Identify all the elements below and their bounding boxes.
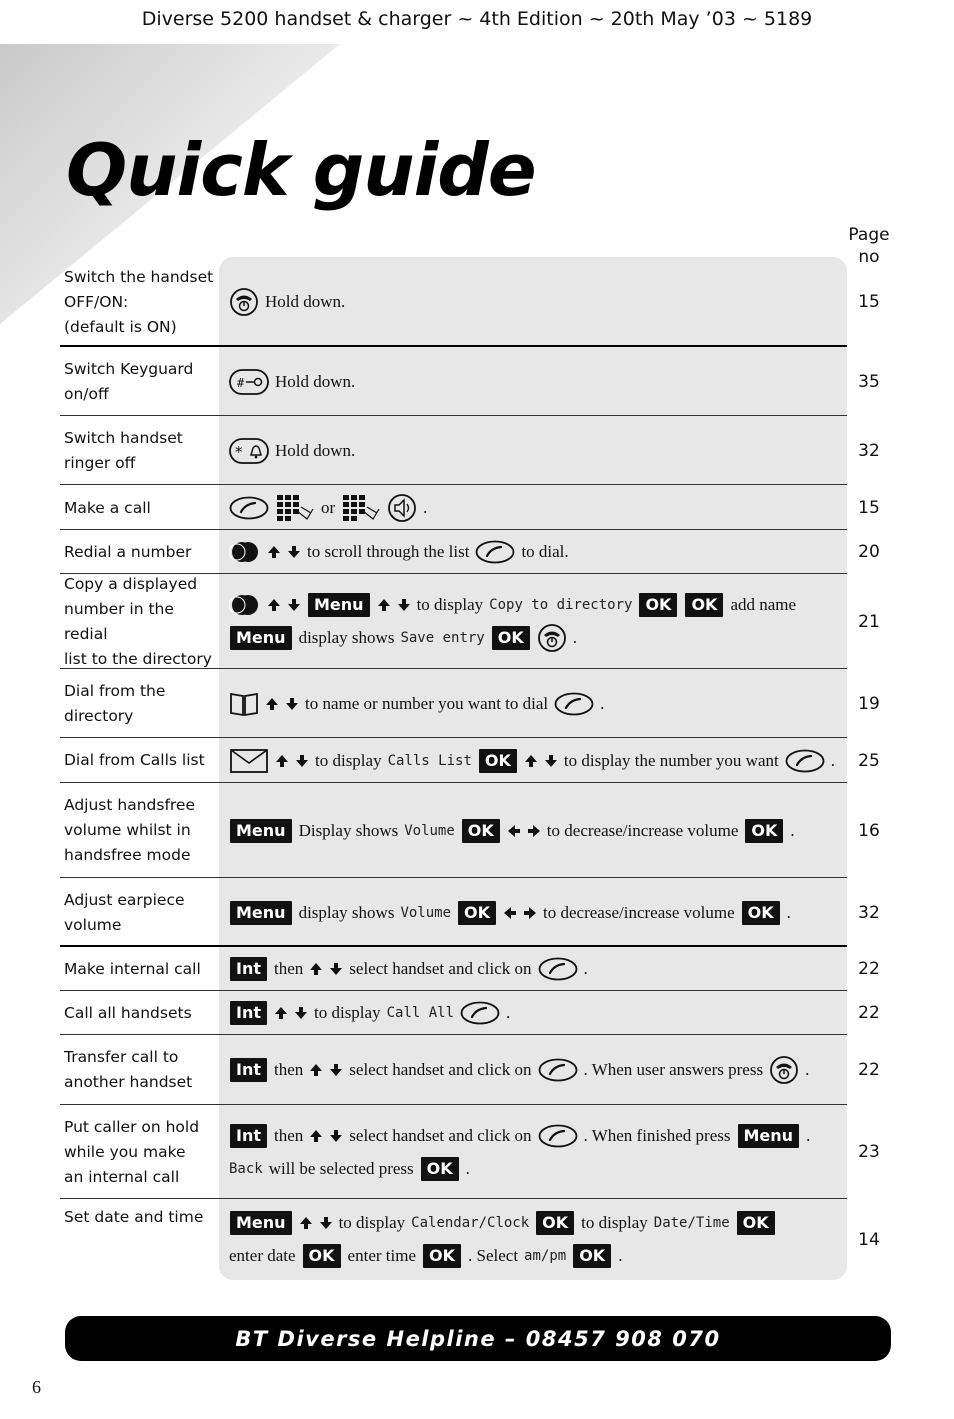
table-row <box>60 991 880 1035</box>
period-text: . <box>600 693 605 713</box>
instruction-line <box>226 492 848 525</box>
table-row <box>60 1035 880 1105</box>
keyguard-icon <box>229 369 269 395</box>
table-row <box>60 574 880 669</box>
instruction-text: then <box>274 959 304 978</box>
instruction-text: then <box>274 1125 304 1145</box>
row-instruction <box>226 257 848 347</box>
period-text: . <box>506 1003 511 1022</box>
instruction-text: to scroll through the list <box>307 542 470 561</box>
row-label-line: Adjust handsfree <box>64 796 196 814</box>
row-page-number: 32 <box>858 440 880 461</box>
table-row <box>60 947 880 991</box>
ok-key: OK <box>303 1244 341 1268</box>
instruction-line <box>226 1054 848 1087</box>
row-label-line: Adjust earpiece <box>64 890 185 909</box>
instruction-line <box>226 1240 848 1273</box>
row-label-line: directory <box>64 706 134 725</box>
row-label <box>64 783 216 878</box>
instruction-line <box>226 622 848 655</box>
talk-icon <box>538 1124 578 1148</box>
arrow-down-icon <box>397 598 411 612</box>
arrow-up-icon <box>309 1129 323 1143</box>
instruction-text: to display the number you want <box>563 750 779 770</box>
instruction-line <box>226 536 848 569</box>
row-label <box>64 1199 216 1280</box>
menu-key: Menu <box>230 626 292 650</box>
instruction-text: to display <box>581 1213 648 1232</box>
ok-key: OK <box>458 901 496 925</box>
arrow-up-icon <box>267 545 281 559</box>
arrow-up-icon <box>299 1216 313 1230</box>
table-row <box>60 486 880 530</box>
instruction-text: to display <box>315 750 382 770</box>
display-text: Save entry <box>400 630 485 646</box>
table-row <box>60 416 880 485</box>
instruction-text: to display <box>338 1213 406 1232</box>
row-page-number: 22 <box>858 1060 880 1080</box>
instruction-text: Hold down. <box>275 440 356 460</box>
ok-key: OK <box>573 1244 611 1268</box>
row-label <box>64 486 216 530</box>
instruction-text: to decrease/increase volume <box>543 902 735 922</box>
instruction-text: to dial. <box>521 542 569 561</box>
instruction-text: display shows <box>298 902 395 922</box>
table-row <box>60 669 880 738</box>
instruction-line <box>226 589 848 622</box>
table-row <box>60 347 880 416</box>
row-separator <box>60 484 847 485</box>
table-row <box>60 1105 880 1199</box>
row-label-line: (default is ON) <box>64 317 177 336</box>
row-label-line: while you make <box>64 1142 186 1161</box>
row-page-number: 15 <box>858 498 880 518</box>
power-end-icon <box>769 1055 799 1085</box>
redial-icon <box>229 593 261 617</box>
row-instruction <box>226 1199 848 1280</box>
arrow-down-icon <box>319 1216 333 1230</box>
arrow-up-icon <box>265 697 279 711</box>
period-text: . <box>806 1125 811 1145</box>
table-row <box>60 530 880 574</box>
arrow-up-icon <box>524 754 538 768</box>
display-text: Calls List <box>387 752 472 769</box>
row-label-line: Switch the handset <box>64 267 214 286</box>
row-label-line: on/off <box>64 384 109 403</box>
calls-list-envelope-icon <box>229 748 269 774</box>
display-text: Volume <box>400 904 452 921</box>
instruction-line <box>226 896 848 929</box>
row-instruction <box>226 574 848 669</box>
ok-key: OK <box>536 1211 574 1235</box>
helpline-banner <box>65 1316 891 1361</box>
instruction-line <box>226 1119 848 1152</box>
display-text: am/pm <box>524 1248 567 1264</box>
row-instruction <box>226 947 848 991</box>
arrow-left-icon <box>507 824 521 838</box>
arrow-up-icon <box>377 598 391 612</box>
instruction-line <box>226 365 848 398</box>
menu-key: Menu <box>738 1124 800 1148</box>
row-instruction <box>226 669 848 738</box>
row-page-number: 23 <box>858 1142 880 1162</box>
instruction-text: . When user answers press <box>583 1060 764 1079</box>
directory-book-icon <box>229 691 259 717</box>
row-label-line: Copy a displayed <box>64 574 198 593</box>
menu-key: Menu <box>308 593 370 617</box>
menu-key: Menu <box>230 819 292 843</box>
instruction-text: then <box>274 1060 304 1079</box>
row-instruction <box>226 783 848 878</box>
redial-icon <box>229 540 261 564</box>
instruction-text: enter time <box>347 1246 416 1265</box>
row-label-line: handsfree mode <box>64 846 191 864</box>
int-key: Int <box>230 1124 267 1148</box>
menu-key: Menu <box>230 1211 292 1235</box>
row-page-number: 25 <box>858 750 880 771</box>
keypad-icon <box>341 493 381 523</box>
row-instruction <box>226 486 848 530</box>
instruction-line <box>226 1152 848 1185</box>
instruction-line <box>226 1207 848 1240</box>
instruction-text: Hold down. <box>265 292 346 311</box>
row-page-number: 20 <box>858 542 880 562</box>
arrow-down-icon <box>295 754 309 768</box>
instruction-text: . When finished press <box>583 1125 731 1145</box>
row-instruction <box>226 738 848 783</box>
table-row <box>60 783 880 878</box>
arrow-up-icon <box>309 962 323 976</box>
arrow-down-icon <box>285 697 299 711</box>
period-text: . <box>786 902 791 922</box>
arrow-down-icon <box>329 962 343 976</box>
display-text: Copy to directory <box>489 597 633 613</box>
arrow-down-icon <box>544 754 558 768</box>
instruction-text: to display <box>314 1003 381 1022</box>
row-instruction <box>226 530 848 574</box>
arrow-down-icon <box>287 598 301 612</box>
arrow-up-icon <box>309 1063 323 1077</box>
instruction-text: . Select <box>468 1246 519 1265</box>
talk-icon <box>538 957 578 981</box>
arrow-up-icon <box>267 598 281 612</box>
instruction-text: select handset and click on <box>349 1125 532 1145</box>
row-label <box>64 574 216 669</box>
period-text: . <box>830 750 835 770</box>
instruction-text: Hold down. <box>275 371 356 391</box>
row-label-line: Redial a number <box>64 542 192 561</box>
row-label <box>64 738 216 783</box>
row-page-number: 19 <box>858 693 880 714</box>
instruction-text: select handset and click on <box>349 959 532 978</box>
talk-icon <box>538 1058 578 1082</box>
instruction-text: to name or number you want to dial <box>305 693 549 713</box>
ok-key: OK <box>742 901 780 925</box>
period-text: . <box>618 1246 623 1265</box>
row-label-line: Transfer call to <box>64 1048 179 1066</box>
arrow-up-icon <box>275 754 289 768</box>
row-label <box>64 991 216 1035</box>
row-instruction <box>226 347 848 416</box>
row-label-line: Switch handset <box>64 428 183 447</box>
power-end-icon <box>229 287 259 317</box>
period-text: . <box>790 820 795 840</box>
row-label <box>64 1035 216 1105</box>
row-label-line: volume whilst in <box>64 821 191 839</box>
instruction-line <box>226 814 848 847</box>
row-instruction <box>226 878 848 947</box>
row-instruction <box>226 991 848 1035</box>
keypad-icon <box>275 493 315 523</box>
talk-icon <box>229 496 269 520</box>
instruction-line <box>226 953 848 986</box>
row-label-line: Switch Keyguard <box>64 359 194 378</box>
row-label <box>64 257 216 347</box>
display-text: Call All <box>386 1005 455 1021</box>
row-page-number: 32 <box>858 902 880 923</box>
table-row <box>60 1199 880 1280</box>
arrow-down-icon <box>329 1129 343 1143</box>
row-label-line: Call all handsets <box>64 1003 192 1022</box>
instruction-line <box>226 687 848 720</box>
instruction-line <box>226 286 848 319</box>
row-label-line: Put caller on hold <box>64 1117 200 1136</box>
row-page-number: 35 <box>858 371 880 392</box>
display-text: Date/Time <box>653 1215 730 1231</box>
row-page-number: 22 <box>858 959 880 979</box>
instruction-line <box>226 744 848 777</box>
instruction-text: select handset and click on <box>349 1060 532 1079</box>
row-label <box>64 947 216 991</box>
row-label-line: another handset <box>64 1073 193 1091</box>
ok-key: OK <box>639 593 677 617</box>
page-column-header: Page no <box>848 225 890 267</box>
row-label-line: an internal call <box>64 1167 180 1186</box>
or-text: or <box>321 498 336 517</box>
instruction-text: to display <box>416 595 484 614</box>
arrow-down-icon <box>329 1063 343 1077</box>
display-text: Back <box>229 1160 263 1177</box>
handsfree-icon <box>387 493 417 523</box>
arrow-left-icon <box>503 906 517 920</box>
row-label-line: list to the directory <box>64 649 212 668</box>
instruction-text: to decrease/increase volume <box>546 820 739 840</box>
instruction-text: will be selected press <box>268 1158 414 1178</box>
row-instruction <box>226 1105 848 1199</box>
row-page-number: 15 <box>858 292 880 312</box>
helpline-text: BT Diverse Helpline – 08457 908 070 <box>235 1326 721 1351</box>
row-label <box>64 530 216 574</box>
row-label-line: OFF/ON: <box>64 292 129 311</box>
talk-icon <box>554 692 594 716</box>
period-text: . <box>423 498 428 517</box>
ok-key: OK <box>479 749 517 773</box>
ok-key: OK <box>685 593 723 617</box>
row-label-line: Set date and time <box>64 1208 204 1226</box>
period-text: . <box>465 1158 470 1178</box>
row-label-line: Dial from the <box>64 681 166 700</box>
ringer-icon <box>229 438 269 464</box>
arrow-right-icon <box>527 824 541 838</box>
table-row <box>60 878 880 947</box>
row-label <box>64 878 216 947</box>
svg-text:*: * <box>235 442 243 461</box>
arrow-up-icon <box>274 1006 288 1020</box>
int-key: Int <box>230 1058 267 1082</box>
table-row <box>60 257 880 347</box>
row-label-line: Make internal call <box>64 959 201 978</box>
row-label <box>64 416 216 485</box>
period-text: . <box>583 959 588 978</box>
talk-icon <box>460 1001 500 1025</box>
row-page-number: 22 <box>858 1003 880 1023</box>
row-label-line: Dial from Calls list <box>64 751 205 769</box>
ok-key: OK <box>421 1157 459 1181</box>
ok-key: OK <box>745 819 783 843</box>
period-text: . <box>805 1060 810 1079</box>
period-text: . <box>572 628 577 647</box>
row-page-number: 14 <box>858 1229 880 1250</box>
row-page-number: 21 <box>858 611 880 632</box>
row-instruction <box>226 1035 848 1105</box>
svg-text:#: # <box>237 375 245 390</box>
page-number: 6 <box>32 1377 41 1397</box>
instruction-text: enter date <box>229 1246 296 1265</box>
page-title: Quick guide <box>66 128 536 212</box>
row-label-line: volume <box>64 915 122 934</box>
row-label-line: Make a call <box>64 498 151 517</box>
display-text: Calendar/Clock <box>411 1215 530 1231</box>
ok-key: OK <box>462 819 500 843</box>
arrow-down-icon <box>287 545 301 559</box>
arrow-down-icon <box>294 1006 308 1020</box>
ok-key: OK <box>423 1244 461 1268</box>
arrow-right-icon <box>523 906 537 920</box>
talk-icon <box>475 540 515 564</box>
row-label-line: number in the redial <box>64 599 174 643</box>
menu-key: Menu <box>230 901 292 925</box>
instruction-text: add name <box>730 595 797 614</box>
instruction-text: display shows <box>298 628 395 647</box>
int-key: Int <box>230 1001 267 1025</box>
table-row <box>60 738 880 783</box>
ok-key: OK <box>492 626 530 650</box>
instruction-line <box>226 997 848 1030</box>
ok-key: OK <box>737 1211 775 1235</box>
row-label-line: ringer off <box>64 453 136 472</box>
instruction-text: Display shows <box>298 820 399 840</box>
instruction-line <box>226 434 848 467</box>
row-label <box>64 347 216 416</box>
row-label <box>64 1105 216 1199</box>
int-key: Int <box>230 957 267 981</box>
row-instruction <box>226 416 848 485</box>
row-page-number: 16 <box>858 820 880 841</box>
display-text: Volume <box>404 822 455 839</box>
document-header: Diverse 5200 handset & charger ~ 4th Edition ~ 20th May ’03 ~ 5189 <box>141 8 813 30</box>
power-end-icon <box>537 623 567 653</box>
talk-icon <box>785 749 825 773</box>
row-label <box>64 669 216 738</box>
